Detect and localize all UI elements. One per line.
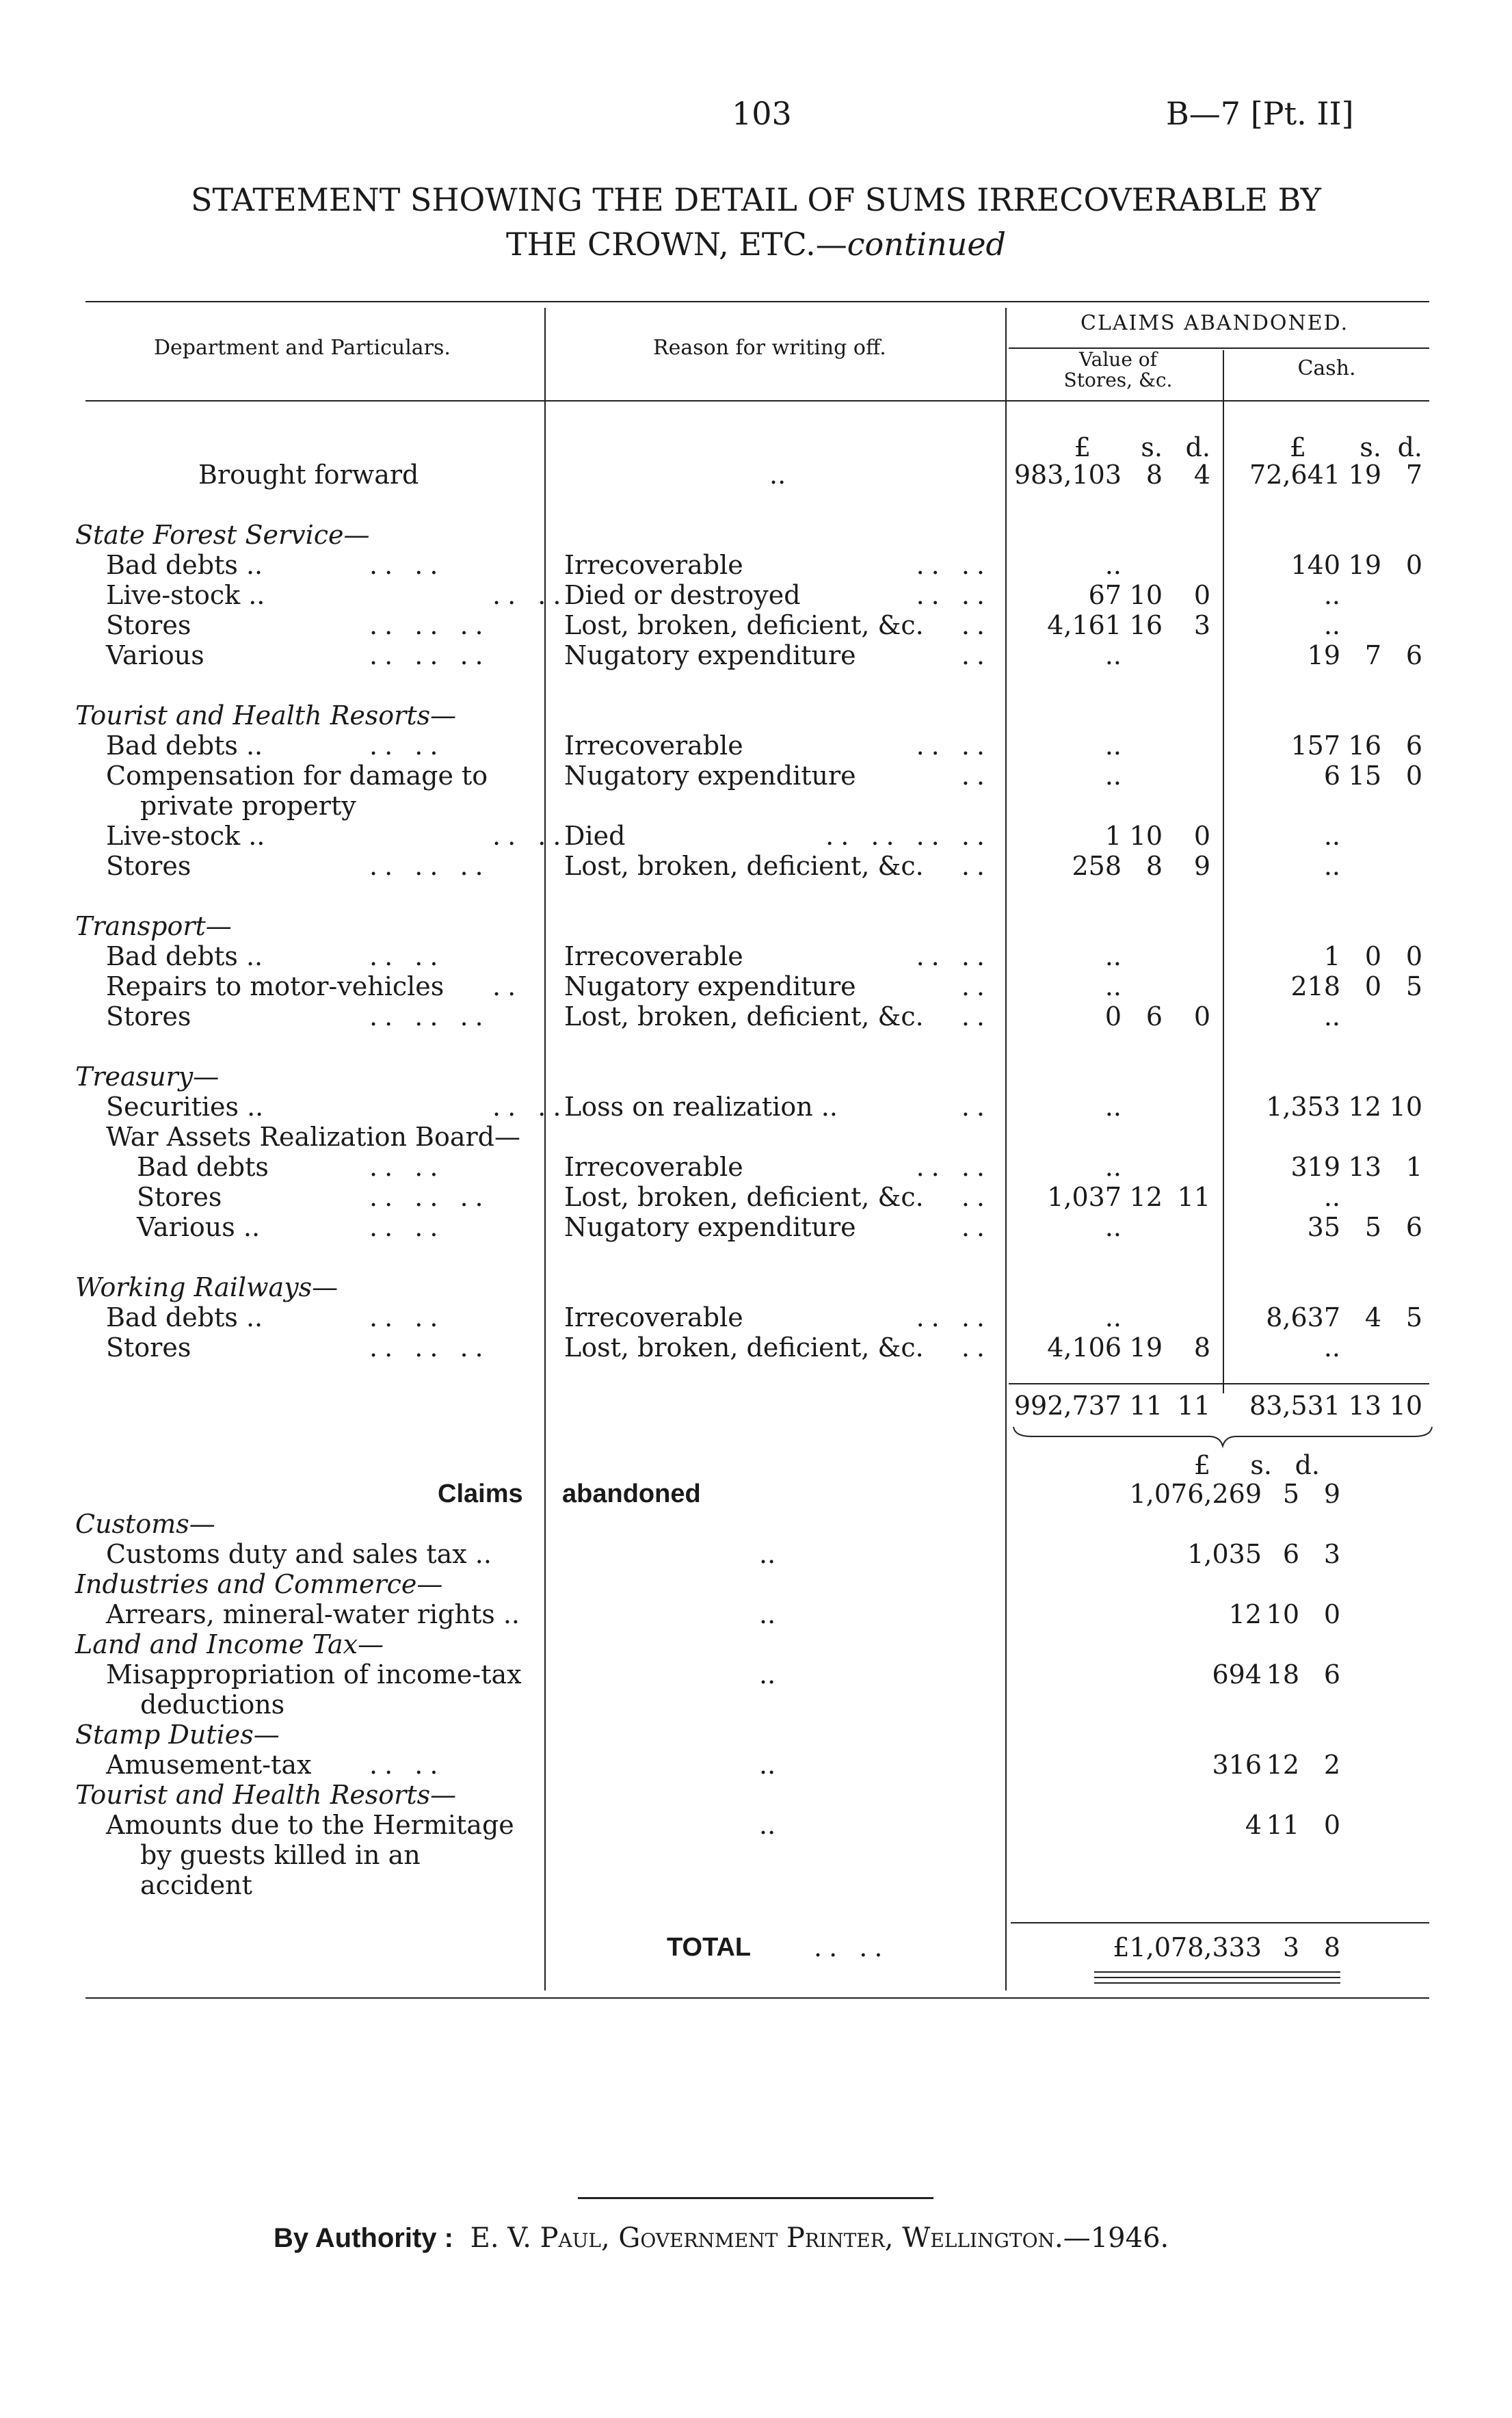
reason-leader-dots: .. — [961, 1332, 992, 1363]
cash-pence: 5 — [1405, 971, 1422, 1001]
reason-text: Irrecoverable — [564, 550, 743, 580]
value-pounds: 4,161 — [1047, 610, 1122, 640]
reason-leader-dots: .. .. — [916, 941, 992, 971]
claim-amount-pounds: 4 — [1245, 1810, 1262, 1840]
item-label: Live-stock .. — [106, 580, 265, 610]
cash-pounds: .. — [1323, 1001, 1340, 1031]
combining-brace — [1011, 1424, 1435, 1451]
cash-shillings: 5 — [1364, 1212, 1381, 1242]
column-divider-1 — [544, 308, 546, 1990]
item-leader-dots: .. .. — [369, 1302, 445, 1332]
value-pounds: .. — [1104, 761, 1122, 791]
item-leader-dots: .. .. .. — [369, 640, 490, 670]
cash-shillings: 15 — [1348, 761, 1381, 791]
reason-text: Died or destroyed — [564, 580, 801, 610]
reason-text: Nugatory expenditure — [564, 640, 856, 670]
claim-amount-shillings: 12 — [1266, 1750, 1299, 1780]
item-leader-dots: .. .. .. — [369, 610, 490, 640]
value-pounds: .. — [1104, 1212, 1122, 1242]
claims-amount-pounds: 1,076,269 — [1129, 1479, 1262, 1509]
reason-text: Lost, broken, deficient, &c. — [564, 1182, 924, 1212]
claims-s-label: s. — [1250, 1450, 1272, 1480]
claim-heading: Tourist and Health Resorts— — [75, 1780, 457, 1810]
claim-dots: .. — [759, 1810, 776, 1840]
brought-forward-cash-pounds: 72,641 — [1249, 460, 1340, 490]
cash-shillings: 4 — [1364, 1302, 1381, 1332]
claim-text: Misappropriation of income-tax — [106, 1659, 522, 1690]
value-pounds: 1,037 — [1047, 1182, 1122, 1212]
claim-amount-pounds: 316 — [1212, 1750, 1262, 1780]
cash-pound-sign: £ — [1289, 432, 1306, 462]
cash-pounds: .. — [1323, 610, 1340, 640]
cash-pounds: 157 — [1290, 731, 1340, 761]
item-leader-dots: .. — [492, 971, 523, 1001]
claims-label-right: abandoned — [562, 1480, 701, 1508]
claim-heading: Land and Income Tax— — [75, 1629, 384, 1659]
cash-shillings: 0 — [1364, 971, 1381, 1001]
total-amount-pounds: £1,078,333 — [1113, 1932, 1262, 1962]
claim-amount-pence: 6 — [1323, 1659, 1340, 1690]
subtotal-value-pence: 11 — [1177, 1391, 1210, 1421]
footer-by-authority: By Authority : — [274, 2223, 453, 2253]
claims-d-label: d. — [1295, 1450, 1320, 1480]
total-amount-pence: 8 — [1323, 1932, 1340, 1962]
value-pence: 11 — [1177, 1182, 1210, 1212]
header-value-line1: Value of — [1078, 348, 1158, 371]
section-heading: Treasury— — [75, 1062, 220, 1092]
statement-title-line1: STATEMENT SHOWING THE DETAIL OF SUMS IRRECOVERABLE BY — [191, 181, 1321, 218]
footer-rule — [578, 2197, 933, 2199]
value-pence: 3 — [1193, 610, 1210, 640]
column-divider-3 — [1223, 350, 1224, 1393]
cash-pounds: .. — [1323, 1332, 1340, 1363]
item-leader-dots: .. .. — [492, 580, 568, 610]
claim-amount-pence: 0 — [1323, 1810, 1340, 1840]
value-shillings: 10 — [1129, 580, 1163, 610]
item-leader-dots: .. .. — [492, 1092, 568, 1122]
cash-d-label: d. — [1397, 432, 1422, 462]
total-double-rule-2 — [1094, 1977, 1340, 1978]
item-leader-dots: .. .. — [492, 821, 568, 851]
title-continued: continued — [847, 226, 1006, 263]
reason-text: Lost, broken, deficient, &c. — [564, 851, 924, 881]
reason-text: Lost, broken, deficient, &c. — [564, 610, 924, 640]
value-pence: 9 — [1193, 851, 1210, 881]
item-leader-dots: .. .. .. — [369, 1182, 490, 1212]
reason-leader-dots: .. — [961, 1092, 992, 1122]
cash-pounds: .. — [1323, 851, 1340, 881]
reason-leader-dots: .. .. — [916, 550, 992, 580]
item-label: Stores — [106, 610, 191, 640]
total-double-rule-3 — [1094, 1982, 1340, 1984]
subtotal-cash-shillings: 13 — [1348, 1391, 1381, 1421]
item-label: Stores — [106, 851, 191, 881]
reason-text: Nugatory expenditure — [564, 1212, 856, 1242]
table-header-rule — [85, 400, 1429, 402]
value-pounds: .. — [1104, 731, 1122, 761]
item-label: War Assets Realization Board— — [106, 1122, 520, 1152]
value-pounds: .. — [1104, 640, 1122, 670]
total-double-rule-1 — [1094, 1971, 1340, 1973]
reason-leader-dots: .. — [961, 761, 992, 791]
header-claims-abandoned: CLAIMS ABANDONED. — [1080, 311, 1349, 335]
claim-amount-pence: 3 — [1323, 1539, 1340, 1569]
value-pence: 0 — [1193, 1001, 1210, 1031]
claim-amount-shillings: 18 — [1266, 1659, 1299, 1690]
claim-amount-shillings: 11 — [1266, 1810, 1299, 1840]
value-s-label: s. — [1141, 432, 1163, 462]
brought-forward-reason: .. — [769, 460, 786, 490]
cash-pounds: 1,353 — [1266, 1092, 1340, 1122]
reason-leader-dots: .. — [961, 1182, 992, 1212]
header-value-line2: Stores, &c. — [1063, 369, 1173, 391]
item-label: Repairs to motor-vehicles — [106, 971, 445, 1001]
claims-label-left: Claims — [438, 1480, 523, 1508]
claim-amount-shillings: 10 — [1266, 1599, 1299, 1629]
brought-forward-value-pence: 4 — [1193, 460, 1210, 490]
item-leader-dots: .. .. — [369, 1152, 445, 1182]
total-amount-shillings: 3 — [1282, 1932, 1299, 1962]
value-pence: 8 — [1193, 1332, 1210, 1363]
header-reason: Reason for writing off. — [653, 336, 886, 360]
brought-forward-value-shillings: 8 — [1145, 460, 1163, 490]
cash-pence: 1 — [1405, 1152, 1422, 1182]
subtotal-rule — [1009, 1383, 1429, 1384]
claim-text: Arrears, mineral-water rights .. — [106, 1599, 520, 1629]
brought-forward-cash-shillings: 19 — [1348, 460, 1381, 490]
value-pound-sign: £ — [1074, 432, 1091, 462]
value-pounds: 0 — [1104, 1001, 1122, 1031]
value-pounds: 1 — [1104, 821, 1122, 851]
cash-shillings: 13 — [1348, 1152, 1381, 1182]
cash-pounds: 218 — [1290, 971, 1340, 1001]
claim-heading: Industries and Commerce— — [75, 1569, 443, 1599]
item-label: Stores — [106, 1332, 191, 1363]
cash-pence: 0 — [1405, 941, 1422, 971]
reason-leader-dots: .. .. .. .. — [825, 821, 992, 851]
footer-line — [274, 2223, 1169, 2253]
claim-amount-pence: 2 — [1323, 1750, 1340, 1780]
cash-shillings: 7 — [1364, 640, 1381, 670]
cash-pounds: 35 — [1307, 1212, 1340, 1242]
section-heading: Transport— — [75, 911, 232, 941]
reason-leader-dots: .. — [961, 1001, 992, 1031]
item-leader-dots: .. .. .. — [369, 1332, 490, 1363]
item-label: Various .. — [137, 1212, 261, 1242]
claim-heading: Stamp Duties— — [75, 1720, 280, 1750]
value-shillings: 19 — [1129, 1332, 1163, 1363]
item-label: Live-stock .. — [106, 821, 265, 851]
total-label: TOTAL — [667, 1933, 752, 1962]
reason-leader-dots: .. .. — [916, 731, 992, 761]
cash-pence: 6 — [1405, 731, 1422, 761]
value-pounds: .. — [1104, 1152, 1122, 1182]
header-cash: Cash. — [1297, 356, 1356, 380]
item-label: Bad debts .. — [106, 1302, 263, 1332]
page-reference: B—7 [Pt. II] — [1166, 95, 1354, 132]
claim-dots: .. — [759, 1750, 776, 1780]
item-leader-dots: .. .. — [369, 550, 445, 580]
cash-pence: 0 — [1405, 550, 1422, 580]
cash-pence: 5 — [1405, 1302, 1422, 1332]
reason-text: Nugatory expenditure — [564, 761, 856, 791]
value-pence: 0 — [1193, 821, 1210, 851]
reason-text: Irrecoverable — [564, 1152, 743, 1182]
item-label: Securities .. — [106, 1092, 264, 1122]
item-label: Compensation for damage to — [106, 761, 488, 791]
reason-text: Nugatory expenditure — [564, 971, 856, 1001]
reason-text: Lost, broken, deficient, &c. — [564, 1001, 924, 1031]
claim-amount-pounds: 694 — [1212, 1659, 1262, 1690]
claim-text-continued: accident — [140, 1870, 252, 1900]
claim-amount-pounds: 1,035 — [1187, 1539, 1262, 1569]
item-label: Various — [106, 640, 204, 670]
cash-pence: 0 — [1405, 761, 1422, 791]
header-department: Department and Particulars. — [154, 336, 451, 360]
table-bottom-rule — [85, 1997, 1429, 1999]
reason-leader-dots: .. — [961, 640, 992, 670]
value-pence: 0 — [1193, 580, 1210, 610]
reason-leader-dots: .. .. — [916, 1302, 992, 1332]
subtotal-value-pounds: 992,737 — [1013, 1391, 1122, 1421]
reason-text: Lost, broken, deficient, &c. — [564, 1332, 924, 1363]
claim-dots: .. — [759, 1599, 776, 1629]
item-label: Bad debts .. — [106, 731, 263, 761]
claim-text-continued: deductions — [140, 1690, 285, 1720]
brought-forward-cash-pence: 7 — [1405, 460, 1422, 490]
cash-pounds: 6 — [1323, 761, 1340, 791]
claim-amount-shillings: 6 — [1282, 1539, 1299, 1569]
brought-forward-value-pounds: 983,103 — [1013, 460, 1122, 490]
value-d-label: d. — [1185, 432, 1210, 462]
value-pounds: .. — [1104, 550, 1122, 580]
value-shillings: 6 — [1145, 1001, 1163, 1031]
total-top-rule — [1011, 1922, 1429, 1923]
cash-pence: 6 — [1405, 640, 1422, 670]
item-label: Bad debts .. — [106, 941, 263, 971]
claim-text: Amounts due to the Hermitage — [106, 1810, 514, 1840]
claim-dots: .. — [759, 1659, 776, 1690]
item-leader-dots: .. .. — [369, 941, 445, 971]
cash-pounds: .. — [1323, 1182, 1340, 1212]
cash-shillings: 16 — [1348, 731, 1381, 761]
reason-text: Died — [564, 821, 626, 851]
section-heading: State Forest Service— — [75, 520, 370, 550]
item-label: Bad debts — [137, 1152, 269, 1182]
cash-pounds: 140 — [1290, 550, 1340, 580]
section-heading: Working Railways— — [75, 1272, 339, 1302]
value-pounds: 258 — [1072, 851, 1122, 881]
cash-pounds: 19 — [1307, 640, 1340, 670]
reason-leader-dots: .. — [961, 610, 992, 640]
cash-pounds: .. — [1323, 821, 1340, 851]
value-pounds: 4,106 — [1047, 1332, 1122, 1363]
claims-amount-shillings: 5 — [1282, 1479, 1299, 1509]
section-heading: Tourist and Health Resorts— — [75, 700, 457, 731]
reason-text: Irrecoverable — [564, 731, 743, 761]
cash-pounds: 319 — [1290, 1152, 1340, 1182]
subtotal-cash-pence: 10 — [1389, 1391, 1422, 1421]
cash-pence: 10 — [1389, 1092, 1422, 1122]
claim-text: Amusement-tax — [106, 1750, 312, 1780]
claims-pound-sign: £ — [1193, 1450, 1210, 1480]
subtotal-value-shillings: 11 — [1129, 1391, 1163, 1421]
item-label: Stores — [137, 1182, 222, 1212]
value-pounds: .. — [1104, 971, 1122, 1001]
item-label: Stores — [106, 1001, 191, 1031]
title-main: THE CROWN, ETC.— — [505, 226, 847, 263]
reason-text: Irrecoverable — [564, 941, 743, 971]
reason-leader-dots: .. .. — [916, 580, 992, 610]
item-leader-dots: .. .. — [369, 1212, 445, 1242]
claim-amount-pence: 0 — [1323, 1599, 1340, 1629]
cash-shillings: 12 — [1348, 1092, 1381, 1122]
reason-leader-dots: .. — [961, 1212, 992, 1242]
claim-dots: .. — [759, 1539, 776, 1569]
value-pounds: .. — [1104, 1302, 1122, 1332]
item-leader-dots: .. .. .. — [369, 1001, 490, 1031]
claim-amount-pounds: 12 — [1228, 1599, 1262, 1629]
value-shillings: 10 — [1129, 821, 1163, 851]
claim-text-continued: by guests killed in an — [140, 1840, 421, 1870]
claims-amount-pence: 9 — [1323, 1479, 1340, 1509]
subtotal-cash-pounds: 83,531 — [1249, 1391, 1340, 1421]
reason-leader-dots: .. — [961, 971, 992, 1001]
cash-pence: 6 — [1405, 1212, 1422, 1242]
claim-leader-dots: .. .. — [369, 1750, 445, 1780]
table-top-rule — [85, 301, 1429, 302]
reason-text: Loss on realization .. — [564, 1092, 838, 1122]
reason-text: Irrecoverable — [564, 1302, 743, 1332]
brought-forward-label: Brought forward — [198, 460, 419, 490]
statement-title-line2 — [0, 226, 1512, 263]
item-leader-dots: .. .. .. — [369, 851, 490, 881]
cash-pounds: 8,637 — [1266, 1302, 1340, 1332]
cash-shillings: 19 — [1348, 550, 1381, 580]
value-shillings: 8 — [1145, 851, 1163, 881]
cash-s-label: s. — [1360, 432, 1381, 462]
value-pounds: .. — [1104, 1092, 1122, 1122]
value-pounds: 67 — [1088, 580, 1122, 610]
reason-leader-dots: .. .. — [916, 1152, 992, 1182]
cash-pounds: 1 — [1323, 941, 1340, 971]
claim-text: Customs duty and sales tax .. — [106, 1539, 492, 1569]
cash-pounds: .. — [1323, 580, 1340, 610]
item-leader-dots: .. .. — [369, 731, 445, 761]
total-leader-dots: .. .. — [814, 1932, 890, 1962]
page-number: 103 — [732, 95, 792, 132]
footer-printer: E. V. Paul, Government Printer, Wellington.—1946. — [470, 2222, 1169, 2254]
item-label-continued: private property — [140, 791, 356, 821]
value-shillings: 12 — [1129, 1182, 1163, 1212]
value-pounds: .. — [1104, 941, 1122, 971]
cash-shillings: 0 — [1364, 941, 1381, 971]
item-label: Bad debts .. — [106, 550, 263, 580]
claim-heading: Customs— — [75, 1509, 215, 1539]
reason-leader-dots: .. — [961, 851, 992, 881]
value-shillings: 16 — [1129, 610, 1163, 640]
